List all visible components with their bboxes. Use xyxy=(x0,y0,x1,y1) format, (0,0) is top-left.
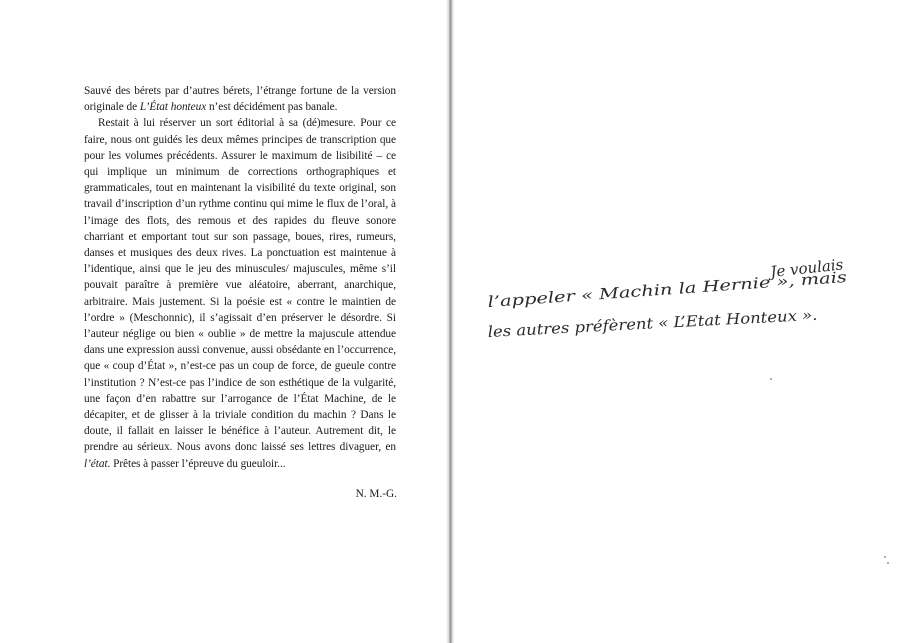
book-title-italic: L’État honteux xyxy=(139,101,207,114)
paper-speck xyxy=(770,378,772,380)
paragraph-2: Restait à lui réserver un sort éditorial à sa (dé)mesure. Pour ce faire, nous ont guidés les deux mêmes principes de transcription que pour les volumes précédents. Assurer le maximum de lisibilité – ce qui implique un minimum de corrections orthographiques et grammaticales, tout en maintenant la visibilité du texte original, son travail d’inscription d’un rythme continu qui mime le flux de l’oral, à l’image des flots, des remous et des rapides du fleuve sonore charriant et emportant tout sur son passage, boues, rires, rumeurs, danses et musiques des deux rives. La ponctuation est maintenue à l’identique, ainsi que le jeu des minuscules/ majuscules, même s’il pouvait paraître à première vue aléatoire, aberrant, anarchique, arbitraire. Mais justement. Si la poésie est « contre le maintien de l’ordre » (Meschonnic), il s’agissait d’en préserver le désordre. Si l’auteur néglige ou bien « oublie » de mettre la majuscule attendue dans une expression aussi convenue, aussi obsédante en l’occurrence, que « coup d’État », n’est-ce pas un coup de force, de gueule contre l’institution ? N’est-ce pas l’indice de son esthétique de la vulgarité, une façon d’en rabattre sur l’arrogance de l’État Machine, de le décapiter, et de glisser à la triviale condition du machin ? Dans le doute, il fallait en laisser le bénéfice à l’auteur. Autrement dit, le prendre au sérieux. Nous avons donc laissé ses lettres divaguer, en l’état. Prêtes à passer l’épreuve du gueuloir... xyxy=(84,117,396,470)
paper-speck xyxy=(884,556,886,558)
handwritten-line-1: Je voulais xyxy=(769,255,845,281)
paragraph-1: Sauvé des bérets par d’autres bérets, l’étrange fortune de la version originale de L’État honteux n’est décidément pas banale. xyxy=(84,85,396,114)
handwritten-line-2: l’appeler « Machin la Hernie », mais xyxy=(487,273,766,311)
right-page xyxy=(454,0,900,643)
left-page-text xyxy=(84,83,396,472)
handwritten-line-3: les autres préfèrent « L’Etat Honteux ». xyxy=(487,307,789,341)
paper-speck xyxy=(887,562,889,564)
etat-italic: l’état xyxy=(84,457,108,470)
handwritten-note xyxy=(454,0,900,643)
signature-initials: N. M.-G. xyxy=(355,488,397,500)
book-gutter xyxy=(446,0,454,643)
